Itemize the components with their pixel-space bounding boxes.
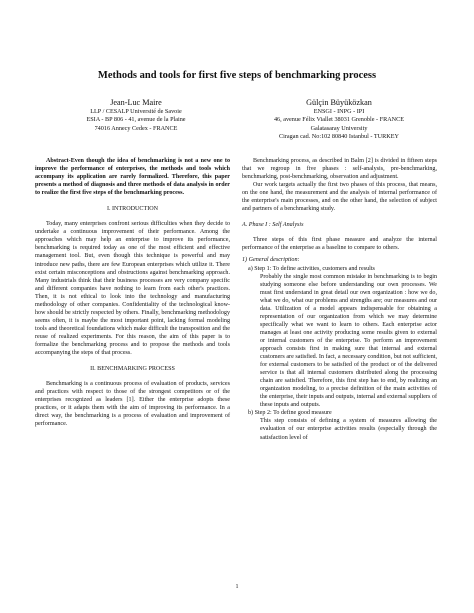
author-affiliation-line: ESIA - BP 806 - 41, avenue de la Plaine <box>86 116 186 124</box>
author-block-1 <box>36 98 236 133</box>
step-1-label: a) Step 1: To define activities, customers and results <box>248 265 375 272</box>
body-paragraph: Our work targets actually the first two phases of this process, that means, on the one hand, the measurement and the analysis of internal performance of the enterprise's main processes, and on the other hand, the selection of subject and partners of a benchmarking study. <box>242 182 437 213</box>
author-affiliation-line: Ciragan cad. No:102 80840 Istanbul - TURKEY <box>278 132 399 140</box>
body-paragraph: Benchmarking process, as described in Balm [2] is divided in fifteen steps that we regroup in five phases : self-analysis, pre-benchmarking, benchmarking, post-benchmarking, observation and adjustment. <box>242 158 437 181</box>
author-affiliation-line: ENSGI - INPG - IPI <box>313 108 365 115</box>
benchmarking-process-paragraph: Benchmarking is a continuous process of evaluation of products, services and practices with respect to those of the strongest competitors or of the enterprises recognized as leaders [1]. Either the enterprise adopts these practices, or it adapts them with the aim of improving its performance. In a direct way, the benchmarking is a process of evaluation and improvement of performance. <box>35 381 230 428</box>
author-name: Jean-Luc Maire <box>110 98 162 107</box>
subsection-heading-phase-1: A. Phase I : Self Analysis <box>242 222 304 229</box>
right-column <box>242 157 437 442</box>
section-heading-introduction: I. INTRODUCTION <box>106 206 159 213</box>
author-affiliation-line: LLP / CESALP Université de Savoie <box>90 108 182 115</box>
step-2-label: b) Step 2: To define good measure <box>248 410 332 417</box>
abstract: Abstract-Even though the idea of benchmarking is not a new one to improve the performance of enterprises, the methods and tools which accompany its application are rarely formalized. Therefore, this paper presents a method of diagnosis and three methods of data analysis in order to realize the first five steps of the benchmarking process. <box>35 158 230 197</box>
step-1-body: Probably the single most common mistake in benchmarking is to begin studying someone else before understanding our own processes. We must first understand in great detail our own organization : how we do, what we do, what our problems and strengths are; our measures and our data. Utilization of a model appears indispensable for obtaining a representation of our organization from which we may determine specifically what we want to learn to others. Each enterprise actor manages at least one activity producing some results given to external or internal customers of the enterprise. To perform an improvement approach consists first in making sure that internal and external customers are satisfied. In fact, a necessary condition, but not sufficient, for external customers to be satisfied of the product or of the delivered service is that all internal customers distributed along the processing chain are satisfied. Therefore, this first step has to end, by realizing an organization modeling, to a precise definition of the main activities of the enterprise, their inputs and outputs, internal and external suppliers of these inputs and outputs. <box>260 273 437 409</box>
left-column <box>35 157 230 428</box>
author-affiliation-line: 46, avenue Félix Viallet 38031 Grenoble - FRANCE <box>273 116 405 124</box>
author-affiliation-line: Galatasaray University <box>310 124 368 132</box>
item-label-general-description: 1) General description: <box>242 257 300 264</box>
author-affiliation-line: 74016 Annecy Cedex - FRANCE <box>94 124 178 132</box>
step-2-body: This step consists of defining a system of measures allowing the evaluation of our enterprise activities results (especially through the satisfaction level of <box>260 418 437 441</box>
phase-1-paragraph: Three steps of this first phase measure and analyze the internal performance of the enterprise as a baseline to compare to others. <box>242 237 437 252</box>
author-block-2 <box>239 98 439 141</box>
section-heading-benchmarking-process: II. BENCHMARKING PROCESS <box>90 366 175 373</box>
paper-title: Methods and tools for first five steps of benchmarking process <box>97 70 377 81</box>
page-number: 1 <box>235 584 239 590</box>
author-name: Gülçin Büyüközkan <box>306 98 372 107</box>
introduction-paragraph: Today, many enterprises confront serious difficulties when they decide to undertake a continuous improvement of their performance. Among the approaches which may help an enterprise to improve its performance, benchmarking is required today as one of the most efficient and effective management tool. But, even though this technique is powerful and may introduce new paths, there are few European enterprises which utilize it. There exist certain misconceptions and obstructions against benchmarking approach. Many industrials think that their business processes are very company specific and different companies have nothing to learn from each other's practices. Then, it is not ethical to look into the technology and manufacturing methodology of other companies. Confidentiality of the technological know-how should be strictly respected by others. Finally, benchmarking methodology seems often, it is maybe the most important point, lacking formal modeling tools and theoretical foundations which make difficult the transposition and the reuse of realized experiments. For this reason, the aim of this paper is to formalize the benchmarking process and to propose the methods and tools accompanying the steps of that process. <box>35 221 230 357</box>
